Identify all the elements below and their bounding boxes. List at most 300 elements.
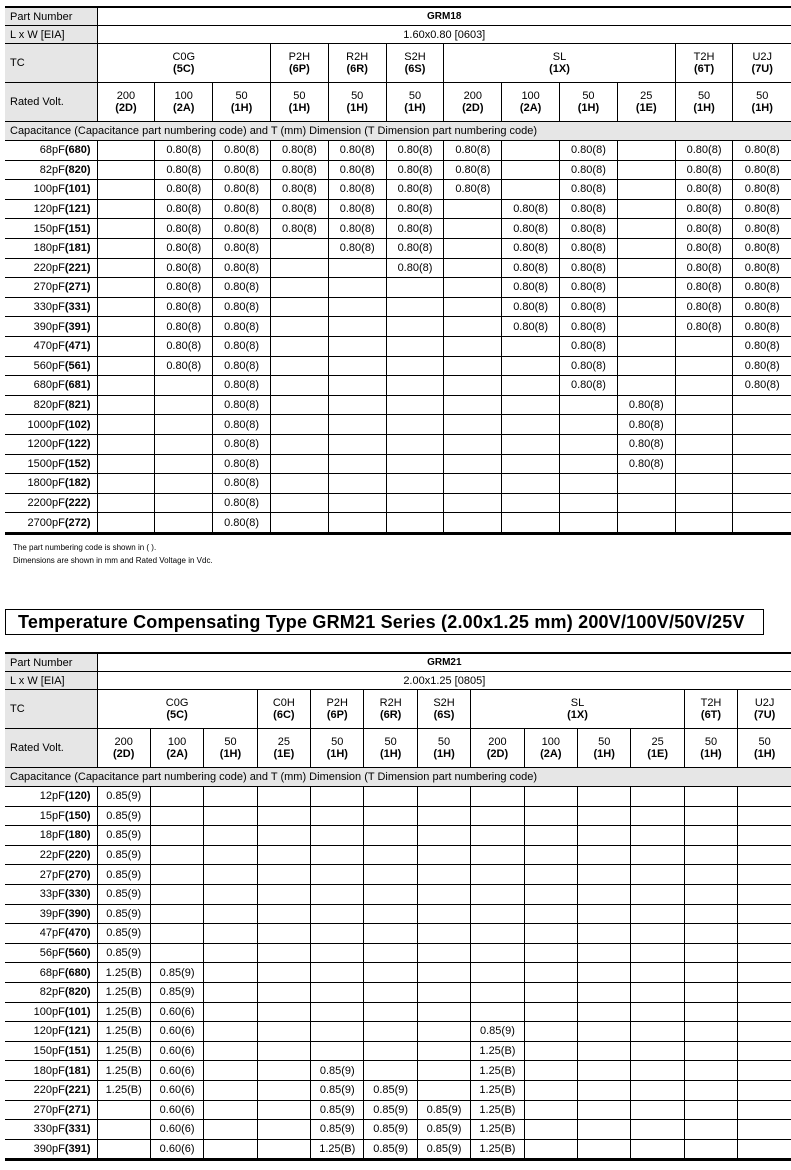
- table-row: [5, 336, 791, 356]
- dimension-cell: 0.80(8): [675, 141, 733, 161]
- dimension-cell: 0.85(9): [97, 845, 150, 865]
- dimension-cell: 1.25(B): [97, 982, 150, 1002]
- dimension-cell: [675, 395, 733, 415]
- dimension-cell: [150, 904, 203, 924]
- dimension-cell: 0.80(8): [617, 395, 675, 415]
- dimension-cell: [97, 513, 155, 534]
- dimension-cell: [631, 1041, 684, 1061]
- volt-value: 200: [114, 736, 133, 748]
- table-row: [5, 513, 791, 534]
- capacitance-cell: [5, 1022, 97, 1042]
- rated-volt-header: [150, 729, 203, 768]
- dimension-cell: 1.25(B): [471, 1061, 524, 1081]
- table-row: [5, 297, 791, 317]
- capacitance-cell: [5, 278, 97, 298]
- rated-volt-header: [502, 83, 560, 122]
- dimension-cell: [631, 865, 684, 885]
- rated-volt-header: [524, 729, 577, 768]
- dimension-cell: [364, 787, 417, 807]
- capacitance-value: 100pF: [33, 183, 65, 196]
- dimension-cell: 1.25(B): [97, 1080, 150, 1100]
- capacitance-value: 27pF: [39, 868, 65, 881]
- dimension-cell: [738, 1041, 791, 1061]
- dimension-cell: [204, 1080, 257, 1100]
- table-row: [5, 963, 791, 983]
- tc-code: (1X): [549, 63, 570, 75]
- dimension-cell: 0.80(8): [560, 297, 618, 317]
- tc-code: (6T): [700, 709, 722, 721]
- capacitance-code: (222): [64, 496, 91, 509]
- dimension-cell: [270, 278, 328, 298]
- capacitance-code: (101): [64, 1005, 91, 1018]
- dimension-cell: [417, 826, 470, 846]
- capacitance-code: (121): [64, 203, 91, 216]
- dimension-cell: [386, 297, 444, 317]
- dimension-cell: [155, 434, 213, 454]
- dimension-cell: [444, 336, 502, 356]
- rated-volt-header: [578, 729, 631, 768]
- dimension-cell: [524, 1022, 577, 1042]
- dimension-cell: 0.80(8): [270, 219, 328, 239]
- dimension-cell: [617, 160, 675, 180]
- dimension-cell: [738, 884, 791, 904]
- dimension-cell: [631, 1100, 684, 1120]
- tc-label: TC: [5, 690, 97, 729]
- volt-value: 50: [235, 90, 248, 102]
- tc-name: S2H: [404, 51, 426, 63]
- dimension-cell: [471, 924, 524, 944]
- dimension-cell: [524, 1061, 577, 1081]
- capacitance-code: (272): [64, 516, 91, 529]
- rated-volt-header: [444, 83, 502, 122]
- tc-group-header: [675, 44, 733, 83]
- dimension-cell: [328, 336, 386, 356]
- capacitance-value: 560pF: [33, 359, 65, 372]
- tc-row: [5, 690, 791, 729]
- dimension-cell: 0.80(8): [213, 513, 271, 534]
- dimension-cell: [502, 513, 560, 534]
- section-header-row: [5, 768, 791, 787]
- rated-volt-header: [617, 83, 675, 122]
- part-number-row: [5, 653, 791, 672]
- dimension-cell: [578, 806, 631, 826]
- tc-code: (5C): [173, 63, 195, 75]
- dimension-cell: [97, 474, 155, 494]
- dimension-cell: [738, 1100, 791, 1120]
- dimension-cell: 0.80(8): [733, 278, 791, 298]
- dimension-cell: 0.85(9): [417, 1100, 470, 1120]
- dimension-cell: [684, 1139, 737, 1160]
- dimension-cell: [471, 963, 524, 983]
- table-row: [5, 238, 791, 258]
- capacitance-code: (270): [64, 868, 91, 881]
- tc-name: S2H: [433, 697, 455, 709]
- rated-volt-row: [5, 729, 791, 768]
- dimension-cell: [524, 1080, 577, 1100]
- volt-value: 50: [758, 736, 771, 748]
- capacitance-cell: [5, 1041, 97, 1061]
- dimension-cell: [204, 845, 257, 865]
- table-row: [5, 845, 791, 865]
- dimension-cell: 0.85(9): [150, 963, 203, 983]
- dimension-cell: 0.80(8): [213, 238, 271, 258]
- capacitance-code: (680): [64, 144, 91, 157]
- dimension-cell: [204, 1022, 257, 1042]
- capacitance-cell: [5, 845, 97, 865]
- dimension-cell: [386, 434, 444, 454]
- volt-code: (1H): [379, 748, 402, 760]
- tc-group-header: [364, 690, 417, 729]
- dimension-cell: [675, 415, 733, 435]
- dimension-cell: [444, 434, 502, 454]
- capacitance-value: 150pF: [33, 222, 65, 235]
- dimension-cell: 0.80(8): [617, 415, 675, 435]
- table-row: [5, 1100, 791, 1120]
- volt-code: (1H): [346, 102, 368, 114]
- dimension-cell: [444, 278, 502, 298]
- capacitance-cell: [5, 1080, 97, 1100]
- rated-volt-header: [684, 729, 737, 768]
- dimension-cell: [417, 1061, 470, 1081]
- dimension-cell: [560, 474, 618, 494]
- table-row: [5, 454, 791, 474]
- dimension-cell: [684, 1002, 737, 1022]
- dimension-cell: [417, 943, 470, 963]
- dimension-cell: [738, 924, 791, 944]
- dimension-cell: [311, 865, 364, 885]
- dimension-cell: [270, 395, 328, 415]
- tc-code: (6T): [693, 63, 715, 75]
- dimension-cell: 0.60(6): [150, 1041, 203, 1061]
- dimension-cell: 0.80(8): [386, 258, 444, 278]
- capacitance-value: 100pF: [33, 1005, 65, 1018]
- volt-value: 100: [521, 90, 540, 102]
- volt-code: (2D): [113, 748, 135, 760]
- part-number-row: [5, 7, 791, 26]
- dimension-cell: 0.85(9): [97, 787, 150, 807]
- dimension-cell: [386, 415, 444, 435]
- capacitance-code: (220): [64, 849, 91, 862]
- table-row: [5, 317, 791, 337]
- dimension-cell: [97, 278, 155, 298]
- dimension-cell: [328, 395, 386, 415]
- dimension-cell: 0.80(8): [386, 160, 444, 180]
- dimension-cell: [270, 454, 328, 474]
- table-row: [5, 278, 791, 298]
- dimension-cell: [97, 415, 155, 435]
- dimension-cell: [328, 434, 386, 454]
- table-row: [5, 219, 791, 239]
- dimension-cell: [270, 317, 328, 337]
- dimension-cell: [97, 160, 155, 180]
- dimension-cell: 1.25(B): [471, 1139, 524, 1160]
- volt-code: (1H): [326, 748, 348, 760]
- dimension-cell: [417, 924, 470, 944]
- dimension-cell: [524, 884, 577, 904]
- dimension-cell: [417, 904, 470, 924]
- dimension-cell: [684, 924, 737, 944]
- dimension-cell: [444, 258, 502, 278]
- dimension-cell: 0.60(6): [150, 1120, 203, 1140]
- dimension-cell: [257, 1002, 310, 1022]
- dimension-cell: [204, 904, 257, 924]
- capacitance-code: (330): [64, 888, 91, 901]
- dimension-cell: [150, 806, 203, 826]
- dimension-cell: [684, 963, 737, 983]
- dimension-cell: [578, 1120, 631, 1140]
- table-row: [5, 356, 791, 376]
- dimension-cell: 0.80(8): [444, 160, 502, 180]
- dimension-cell: [502, 474, 560, 494]
- grm18-spec-table: [5, 6, 791, 535]
- capacitance-value: 470pF: [33, 340, 65, 353]
- dimension-cell: [684, 1080, 737, 1100]
- capacitance-code: (152): [64, 457, 91, 470]
- dimension-cell: [733, 493, 791, 513]
- dimension-cell: 0.60(6): [150, 1139, 203, 1160]
- rated-volt-header: [97, 729, 150, 768]
- dimension-cell: [617, 141, 675, 161]
- dimension-cell: [97, 317, 155, 337]
- capacitance-cell: [5, 1002, 97, 1022]
- volt-code: (1H): [288, 102, 311, 114]
- capacitance-code: (271): [64, 281, 91, 294]
- volt-value: 100: [167, 736, 187, 748]
- dimension-cell: [617, 474, 675, 494]
- dimension-cell: [617, 513, 675, 534]
- capacitance-value: 1200pF: [27, 438, 65, 451]
- dimension-cell: [631, 1080, 684, 1100]
- table-row: [5, 884, 791, 904]
- dimension-cell: [364, 1022, 417, 1042]
- dimension-cell: [386, 376, 444, 396]
- dimension-cell: [444, 395, 502, 415]
- tc-name: U2J: [752, 51, 773, 63]
- dimension-cell: [444, 219, 502, 239]
- dimension-cell: [524, 865, 577, 885]
- dimension-cell: [204, 1100, 257, 1120]
- rated-volt-row: [5, 83, 791, 122]
- table-row: [5, 474, 791, 494]
- table-row: [5, 376, 791, 396]
- dimension-cell: [578, 845, 631, 865]
- capacitance-value: 220pF: [33, 1084, 65, 1097]
- capacitance-code: (181): [64, 242, 91, 255]
- table-row: [5, 415, 791, 435]
- table-row: [5, 904, 791, 924]
- dimension-cell: 0.85(9): [417, 1139, 470, 1160]
- dimension-cell: [97, 238, 155, 258]
- dimension-cell: [311, 1022, 364, 1042]
- dimension-cell: [684, 826, 737, 846]
- capacitance-cell: [5, 199, 97, 219]
- dimension-cell: 0.80(8): [155, 219, 213, 239]
- dimension-cell: [675, 376, 733, 396]
- dimension-cell: [675, 474, 733, 494]
- part-number-value: GRM21: [97, 653, 791, 672]
- dimension-cell: 0.80(8): [675, 278, 733, 298]
- dimension-cell: [257, 943, 310, 963]
- dimension-cell: 0.80(8): [213, 141, 271, 161]
- dimension-cell: 0.80(8): [328, 180, 386, 200]
- dimension-cell: [471, 904, 524, 924]
- dimension-cell: 0.80(8): [560, 258, 618, 278]
- rated-volt-header: [560, 83, 618, 122]
- dimension-cell: [684, 884, 737, 904]
- capacitance-cell: [5, 180, 97, 200]
- dimension-cell: [738, 865, 791, 885]
- dimension-cell: 0.80(8): [733, 180, 791, 200]
- dimension-cell: 0.80(8): [213, 160, 271, 180]
- dimension-cell: [270, 297, 328, 317]
- table-row: [5, 160, 791, 180]
- part-number-value: GRM18: [97, 7, 791, 26]
- capacitance-cell: [5, 454, 97, 474]
- capacitance-code: (182): [64, 477, 91, 490]
- volt-value: 25: [651, 736, 664, 748]
- volt-code: (1E): [635, 102, 657, 114]
- lxw-row: [5, 672, 791, 690]
- dimension-cell: 0.85(9): [311, 1100, 364, 1120]
- dimension-cell: 0.80(8): [213, 199, 271, 219]
- dimension-cell: [257, 1080, 310, 1100]
- dimension-cell: [524, 1120, 577, 1140]
- dimension-cell: 0.80(8): [213, 376, 271, 396]
- volt-code: (1H): [751, 102, 773, 114]
- dimension-cell: [257, 845, 310, 865]
- dimension-cell: [617, 297, 675, 317]
- lxw-value: 2.00x1.25 [0805]: [97, 672, 791, 690]
- capacitance-value: 82pF: [39, 163, 65, 176]
- tc-group-header: [97, 690, 257, 729]
- dimension-cell: [471, 865, 524, 885]
- lxw-label: L x W [EIA]: [5, 672, 97, 690]
- dimension-cell: 0.85(9): [311, 1061, 364, 1081]
- dimension-cell: [270, 513, 328, 534]
- dimension-cell: [364, 963, 417, 983]
- dimension-cell: 1.25(B): [471, 1080, 524, 1100]
- dimension-cell: [97, 376, 155, 396]
- dimension-cell: 0.80(8): [155, 238, 213, 258]
- capacitance-code: (471): [64, 340, 91, 353]
- dimension-cell: [738, 826, 791, 846]
- dimension-cell: 0.85(9): [97, 826, 150, 846]
- dimension-cell: [204, 1120, 257, 1140]
- dimension-cell: [204, 884, 257, 904]
- tc-code: (6S): [404, 63, 426, 75]
- dimension-cell: 0.80(8): [675, 180, 733, 200]
- dimension-cell: [328, 258, 386, 278]
- rated-volt-header: [270, 83, 328, 122]
- dimension-cell: [328, 493, 386, 513]
- rated-volt-header: [631, 729, 684, 768]
- dimension-cell: 1.25(B): [471, 1120, 524, 1140]
- dimension-cell: [386, 317, 444, 337]
- dimension-cell: 1.25(B): [471, 1041, 524, 1061]
- dimension-cell: [524, 1100, 577, 1120]
- table-row: [5, 1061, 791, 1081]
- dimension-cell: 0.80(8): [733, 376, 791, 396]
- dimension-cell: [444, 454, 502, 474]
- dimension-cell: [257, 963, 310, 983]
- dimension-cell: [204, 1061, 257, 1081]
- dimension-cell: [417, 787, 470, 807]
- dimension-cell: [617, 356, 675, 376]
- capacitance-cell: [5, 982, 97, 1002]
- table-row: [5, 787, 791, 807]
- dimension-cell: [257, 787, 310, 807]
- dimension-cell: [578, 963, 631, 983]
- dimension-cell: 0.80(8): [270, 199, 328, 219]
- dimension-cell: [444, 297, 502, 317]
- volt-value: 50: [437, 736, 451, 748]
- dimension-cell: 0.85(9): [97, 904, 150, 924]
- dimension-cell: [524, 806, 577, 826]
- dimension-cell: [502, 160, 560, 180]
- dimension-cell: [204, 865, 257, 885]
- dimension-cell: [684, 1061, 737, 1081]
- dimension-cell: 0.80(8): [155, 258, 213, 278]
- dimension-cell: [560, 395, 618, 415]
- dimension-cell: [502, 454, 560, 474]
- dimension-cell: [631, 826, 684, 846]
- capacitance-cell: [5, 160, 97, 180]
- volt-code: (1H): [577, 102, 600, 114]
- dimension-cell: [560, 513, 618, 534]
- dimension-cell: 0.80(8): [328, 160, 386, 180]
- dimension-cell: [364, 826, 417, 846]
- capacitance-code: (181): [64, 1064, 91, 1077]
- capacitance-code: (101): [64, 183, 91, 196]
- volt-code: (2D): [115, 102, 137, 114]
- dimension-cell: [471, 787, 524, 807]
- capacitance-value: 22pF: [39, 849, 65, 862]
- tc-code: (6R): [346, 63, 368, 75]
- capacitance-code: (151): [64, 222, 91, 235]
- dimension-cell: 0.85(9): [417, 1120, 470, 1140]
- capacitance-code: (331): [64, 301, 91, 314]
- table-row: [5, 395, 791, 415]
- capacitance-cell: [5, 356, 97, 376]
- tc-code: (6P): [288, 63, 310, 75]
- dimension-cell: 0.80(8): [617, 454, 675, 474]
- dimension-cell: [257, 924, 310, 944]
- volt-code: (2D): [486, 748, 509, 760]
- dimension-cell: [524, 943, 577, 963]
- dimension-cell: [364, 1002, 417, 1022]
- rated-volt-header: [155, 83, 213, 122]
- volt-code: (1E): [647, 748, 668, 760]
- dimension-cell: [257, 884, 310, 904]
- dimension-cell: [417, 845, 470, 865]
- dimension-cell: [738, 982, 791, 1002]
- dimension-cell: [364, 1041, 417, 1061]
- dimension-cell: [311, 982, 364, 1002]
- capacitance-code: (102): [64, 418, 91, 431]
- tc-name: P2H: [288, 51, 311, 63]
- dimension-cell: [444, 356, 502, 376]
- volt-code: (1H): [753, 748, 776, 760]
- dimension-cell: [257, 1120, 310, 1140]
- volt-value: 100: [541, 736, 560, 748]
- tc-group-header: [257, 690, 310, 729]
- dimension-cell: 0.80(8): [213, 219, 271, 239]
- volt-code: (1H): [219, 748, 242, 760]
- tc-name: C0H: [272, 697, 295, 709]
- dimension-cell: 0.80(8): [155, 160, 213, 180]
- dimension-cell: [270, 493, 328, 513]
- dimension-cell: 0.80(8): [386, 199, 444, 219]
